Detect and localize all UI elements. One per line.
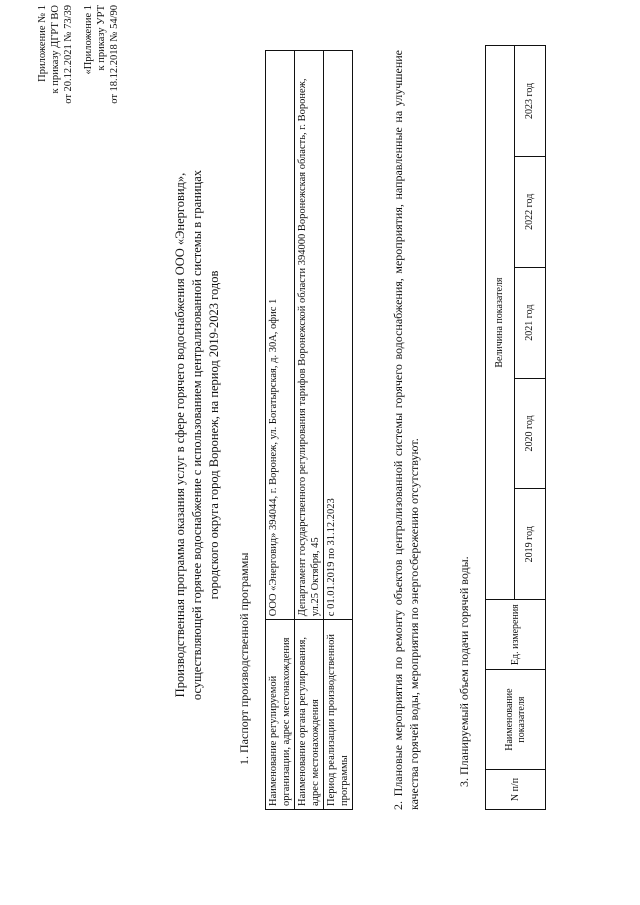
title-line-2: осуществляющей горячее водоснабжение с использованием централизованной системы в границах [190,169,204,701]
column-header-year: 2019 год [515,489,546,600]
column-header-year: 2022 год [515,156,546,267]
section-2-text: 2. Плановые мероприятия по ремонту объектов централизованной системы горячего водоснабжения, мероприятия, направленные на улучшение качества горячей воды, мероприятия по энергосбережению отсутствуют. [391,50,421,810]
annex-1-line-3: от 20.12.2021 № 73/39 [63,5,74,104]
title-line-1: Производственная программа оказания услуг в сфере горячего водоснабжения ООО «Энерговид», [173,172,187,698]
column-header-year: 2023 год [515,46,546,157]
passport-value: с 01.01.2019 по 31.12.2023 [324,51,353,620]
document-title [172,115,223,755]
section-3-heading: 3. Планируемый объем подачи горячей воды. [457,556,471,787]
column-header-year: 2021 год [515,267,546,378]
passport-value: Департамент государственного регулирования тарифов Воронежской области 394000 Воронежская область, г. Воронеж, ул.25 Октября, 45 [295,51,324,620]
column-header-year: 2020 год [515,378,546,489]
volume-table [485,45,546,810]
annex-2 [82,5,121,165]
section-1-heading: 1. Паспорт производственной программы [237,552,251,765]
table-row [266,51,295,810]
annex-1-line-2: к приказу ДГРТ ВО [50,5,61,94]
column-header-num: N п/п [486,770,546,810]
annex-1-line-1: Приложение № 1 [37,5,48,82]
title-line-3: городского округа город Воронеж, на период 2019-2023 годов [207,270,221,600]
column-header-group: Величина показателя [486,46,515,600]
annex-2-line-3: от 18.12.2018 № 54/90 [109,5,120,104]
table-header-row [486,46,515,810]
passport-label: Период реализации производственной программы [324,620,353,810]
annex-2-line-1: «Приложение 1 [83,5,94,75]
column-header-name: Наименование показателя [486,670,546,770]
passport-label: Наименование органа регулирования, адрес местонахождения [295,620,324,810]
table-row [295,51,324,810]
passport-table [265,50,353,810]
passport-label: Наименование регулируемой организации, адрес местонахождения [266,620,295,810]
annex-1 [36,5,75,125]
table-row [324,51,353,810]
column-header-unit: Ед. измерения [486,600,546,670]
annex-2-line-2: к приказу УРТ [96,5,107,71]
passport-value: ООО «Энерговид» 394044, г. Воронеж, ул. Богатырская, д. 30А, офис 1 [266,51,295,620]
